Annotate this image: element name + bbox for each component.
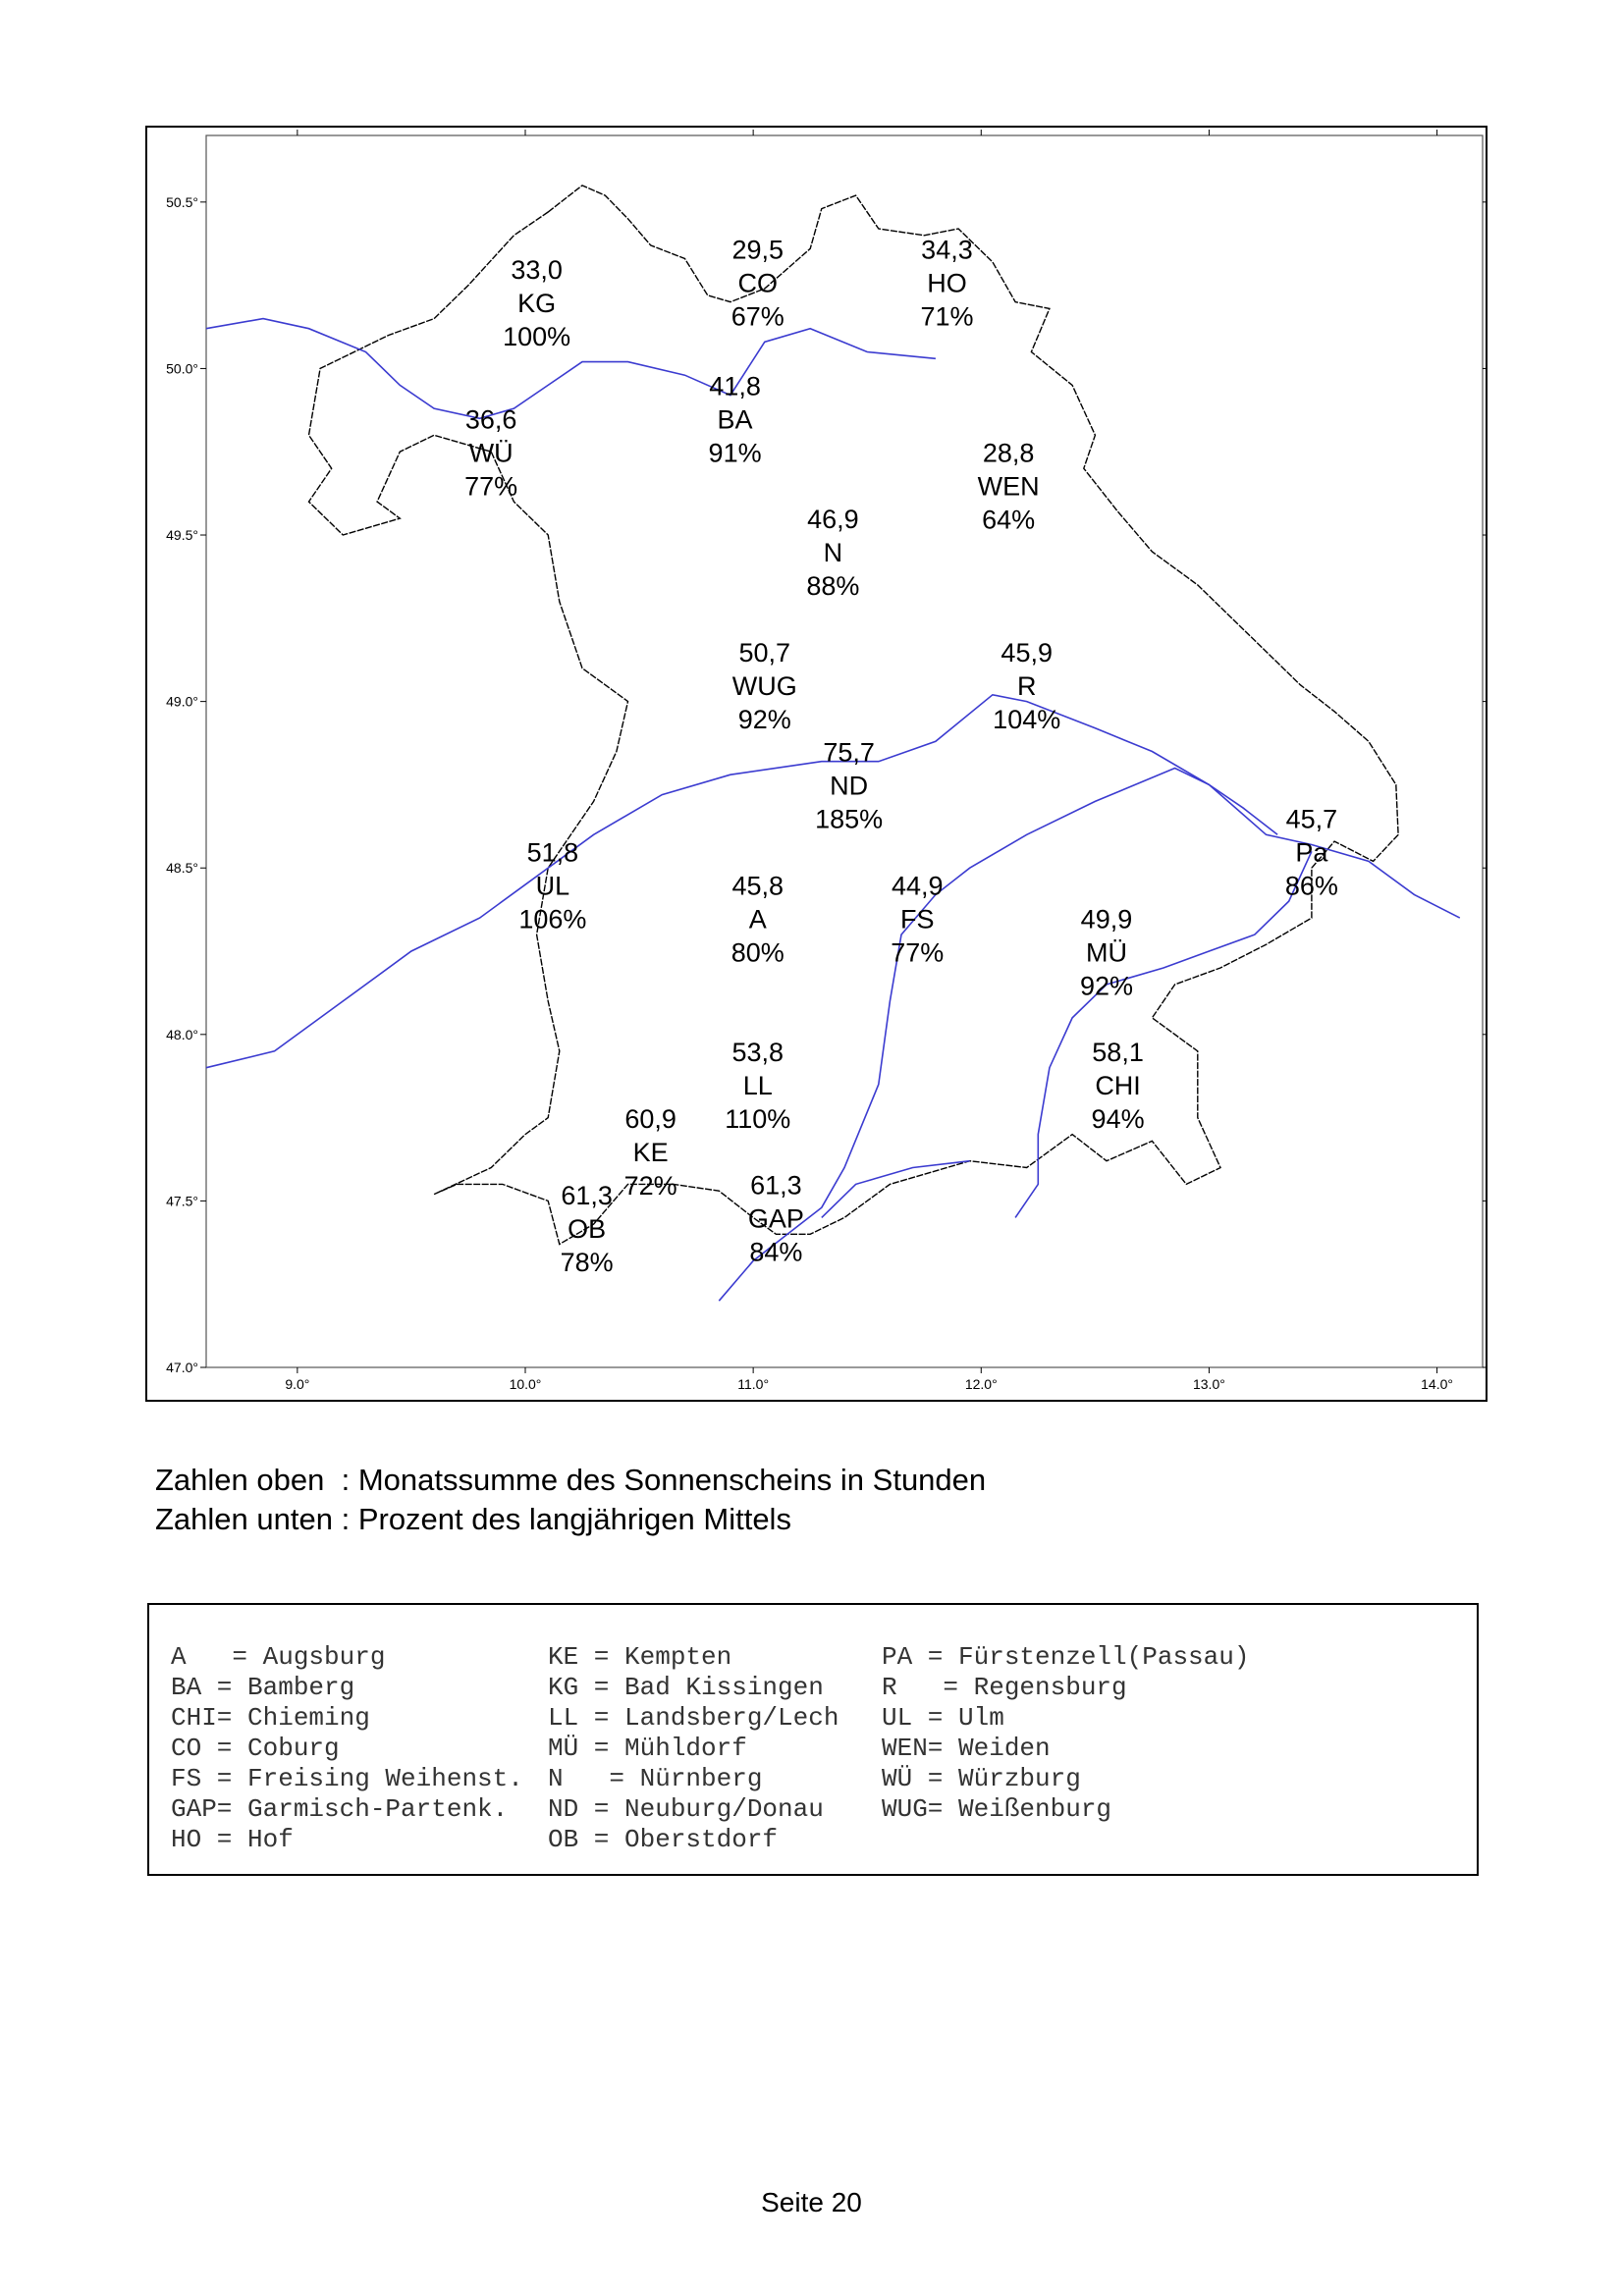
station-fs bbox=[891, 871, 944, 967]
station-code: KG bbox=[517, 288, 557, 318]
station-hours: 29,5 bbox=[731, 235, 784, 265]
station-ba bbox=[709, 372, 762, 468]
station-co bbox=[731, 236, 784, 332]
caption-line-1 bbox=[155, 1461, 986, 1500]
station-code: UL bbox=[535, 871, 570, 901]
lat-tick-label: 47.5° bbox=[166, 1193, 198, 1209]
station-hours: 34,3 bbox=[921, 235, 973, 265]
station-hours: 45,7 bbox=[1285, 804, 1338, 834]
legend-entry: KE = Kempten bbox=[548, 1642, 732, 1672]
station-hours: 75,7 bbox=[823, 737, 875, 768]
legend-entry: CHI= Chieming bbox=[171, 1703, 370, 1733]
station-nd bbox=[815, 738, 883, 834]
station-code: LL bbox=[742, 1070, 773, 1100]
station-ke bbox=[624, 1104, 677, 1201]
legend-entry: ND = Neuburg/Donau bbox=[548, 1794, 824, 1824]
station-gap bbox=[748, 1171, 804, 1267]
station-hours: 60,9 bbox=[624, 1103, 676, 1134]
station-percent: 104% bbox=[993, 704, 1061, 734]
lon-tick-label: 10.0° bbox=[509, 1376, 542, 1392]
lat-tick-label: 50.5° bbox=[166, 193, 198, 210]
station-code: ND bbox=[830, 771, 869, 801]
station-hours: 45,8 bbox=[731, 871, 784, 901]
caption-line-2-label: Zahlen unten bbox=[155, 1502, 342, 1536]
station-percent: 72% bbox=[623, 1170, 677, 1201]
legend-entry: WUG= Weißenburg bbox=[882, 1794, 1112, 1824]
station-chi bbox=[1092, 1038, 1145, 1134]
station-percent: 100% bbox=[503, 321, 571, 351]
station-wen bbox=[978, 438, 1040, 534]
legend-entry: BA = Bamberg bbox=[171, 1673, 355, 1702]
lat-tick-label: 47.0° bbox=[166, 1360, 198, 1375]
station-percent: 110% bbox=[725, 1103, 791, 1134]
station-code: FS bbox=[900, 904, 935, 934]
station-code: N bbox=[823, 538, 843, 568]
lat-tick-label: 49.5° bbox=[166, 527, 198, 544]
station-hours: 58,1 bbox=[1092, 1037, 1144, 1067]
station-hours: 49,9 bbox=[1080, 904, 1133, 934]
station-ho bbox=[920, 236, 973, 332]
lat-tick-label: 48.5° bbox=[166, 860, 198, 877]
station-code: R bbox=[1016, 670, 1037, 701]
station-pa bbox=[1285, 805, 1338, 901]
station-hours: 50,7 bbox=[738, 637, 791, 667]
station-percent: 77% bbox=[464, 471, 518, 502]
station-code: WUG bbox=[731, 670, 797, 701]
lon-tick-label: 13.0° bbox=[1192, 1376, 1225, 1392]
legend-entry: FS = Freising Weihenst. bbox=[171, 1764, 523, 1793]
station-percent: 64% bbox=[982, 505, 1036, 535]
caption-line-1-label: Zahlen oben bbox=[155, 1463, 342, 1497]
caption-line-2-text: : Prozent des langjährigen Mittels bbox=[341, 1502, 791, 1536]
station-mü bbox=[1080, 904, 1133, 1000]
station-percent: 71% bbox=[920, 301, 974, 332]
legend-entry: WÜ = Würzburg bbox=[882, 1764, 1081, 1793]
lat-tick-label: 49.0° bbox=[166, 693, 198, 710]
station-percent: 92% bbox=[737, 704, 791, 734]
lon-tick-label: 9.0° bbox=[285, 1376, 310, 1392]
page-number: Seite 20 bbox=[761, 2187, 862, 2217]
station-code: KE bbox=[632, 1137, 669, 1167]
station-hours: 33,0 bbox=[511, 254, 563, 285]
legend-entry: GAP= Garmisch-Partenk. bbox=[171, 1794, 509, 1824]
station-percent: 80% bbox=[730, 937, 784, 968]
caption-line-1-text: : Monatssumme des Sonnenscheins in Stunden bbox=[341, 1463, 987, 1497]
station-percent: 86% bbox=[1284, 871, 1338, 901]
lat-tick-label: 50.0° bbox=[166, 360, 198, 377]
station-hours: 45,9 bbox=[1001, 637, 1053, 667]
station-percent: 84% bbox=[749, 1237, 803, 1267]
station-labels bbox=[464, 236, 1338, 1277]
station-percent: 77% bbox=[891, 937, 945, 968]
inn-river bbox=[1015, 851, 1312, 1217]
station-wü bbox=[464, 404, 517, 501]
legend-entry: KG = Bad Kissingen bbox=[548, 1673, 824, 1702]
station-a bbox=[731, 871, 784, 967]
legend-entry bbox=[882, 1825, 1333, 1855]
legend-entry: R = Regensburg bbox=[882, 1673, 1127, 1702]
station-percent: 92% bbox=[1079, 971, 1133, 1001]
station-code: MÜ bbox=[1085, 937, 1127, 968]
legend-entry: OB = Oberstdorf bbox=[548, 1825, 779, 1854]
lat-tick-label: 48.0° bbox=[166, 1026, 198, 1042]
lon-tick-label: 14.0° bbox=[1421, 1376, 1454, 1392]
station-code: CO bbox=[737, 268, 779, 298]
sunshine-map bbox=[145, 126, 1488, 1402]
legend-entry: MÜ = Mühldorf bbox=[548, 1734, 747, 1763]
caption bbox=[155, 1461, 986, 1539]
station-n bbox=[806, 505, 859, 601]
station-hours: 44,9 bbox=[892, 871, 944, 901]
legend-entry: UL = Ulm bbox=[882, 1703, 1004, 1733]
station-percent: 185% bbox=[815, 804, 884, 834]
station-code: BA bbox=[717, 404, 753, 435]
station-code: Pa bbox=[1295, 837, 1328, 868]
station-wug bbox=[732, 638, 797, 734]
legend-entry: PA = Fürstenzell(Passau) bbox=[882, 1642, 1250, 1672]
station-code: WÜ bbox=[468, 438, 514, 468]
station-percent: 91% bbox=[708, 438, 762, 468]
station-percent: 78% bbox=[560, 1247, 614, 1277]
station-hours: 46,9 bbox=[807, 505, 859, 535]
station-ob bbox=[561, 1181, 614, 1277]
lon-tick-label: 12.0° bbox=[964, 1376, 998, 1392]
station-hours: 41,8 bbox=[709, 371, 761, 401]
station-ul bbox=[518, 837, 586, 934]
legend-grid bbox=[171, 1642, 1467, 1855]
station-ll bbox=[725, 1038, 790, 1134]
station-hours: 61,3 bbox=[750, 1170, 802, 1201]
station-percent: 106% bbox=[518, 904, 587, 934]
legend-entry: LL = Landsberg/Lech bbox=[548, 1703, 839, 1733]
lon-tick-label: 11.0° bbox=[737, 1376, 770, 1392]
station-hours: 28,8 bbox=[982, 438, 1035, 468]
station-percent: 67% bbox=[730, 301, 784, 332]
station-code: A bbox=[748, 904, 767, 934]
station-code: OB bbox=[568, 1213, 607, 1244]
station-r bbox=[993, 638, 1060, 734]
station-hours: 61,3 bbox=[561, 1180, 613, 1210]
legend-entry: WEN= Weiden bbox=[882, 1734, 1051, 1763]
legend-entry: N = Nürnberg bbox=[548, 1764, 763, 1793]
legend-entry: CO = Coburg bbox=[171, 1734, 340, 1763]
station-code: HO bbox=[927, 268, 967, 298]
bavaria-border bbox=[309, 186, 1399, 1245]
station-percent: 94% bbox=[1091, 1103, 1145, 1134]
station-legend bbox=[147, 1603, 1479, 1876]
caption-line-2 bbox=[155, 1500, 986, 1539]
border-path bbox=[309, 186, 1399, 1245]
station-code: GAP bbox=[747, 1203, 804, 1234]
station-percent: 88% bbox=[806, 571, 860, 602]
station-code: CHI bbox=[1095, 1070, 1141, 1100]
legend-entry: A = Augsburg bbox=[171, 1642, 386, 1672]
station-hours: 36,6 bbox=[464, 404, 517, 435]
station-hours: 53,8 bbox=[731, 1037, 784, 1067]
legend-entry: HO = Hof bbox=[171, 1825, 294, 1854]
station-hours: 51,8 bbox=[526, 837, 579, 868]
station-kg bbox=[503, 255, 570, 351]
main-river bbox=[206, 319, 936, 419]
station-code: WEN bbox=[977, 471, 1040, 502]
